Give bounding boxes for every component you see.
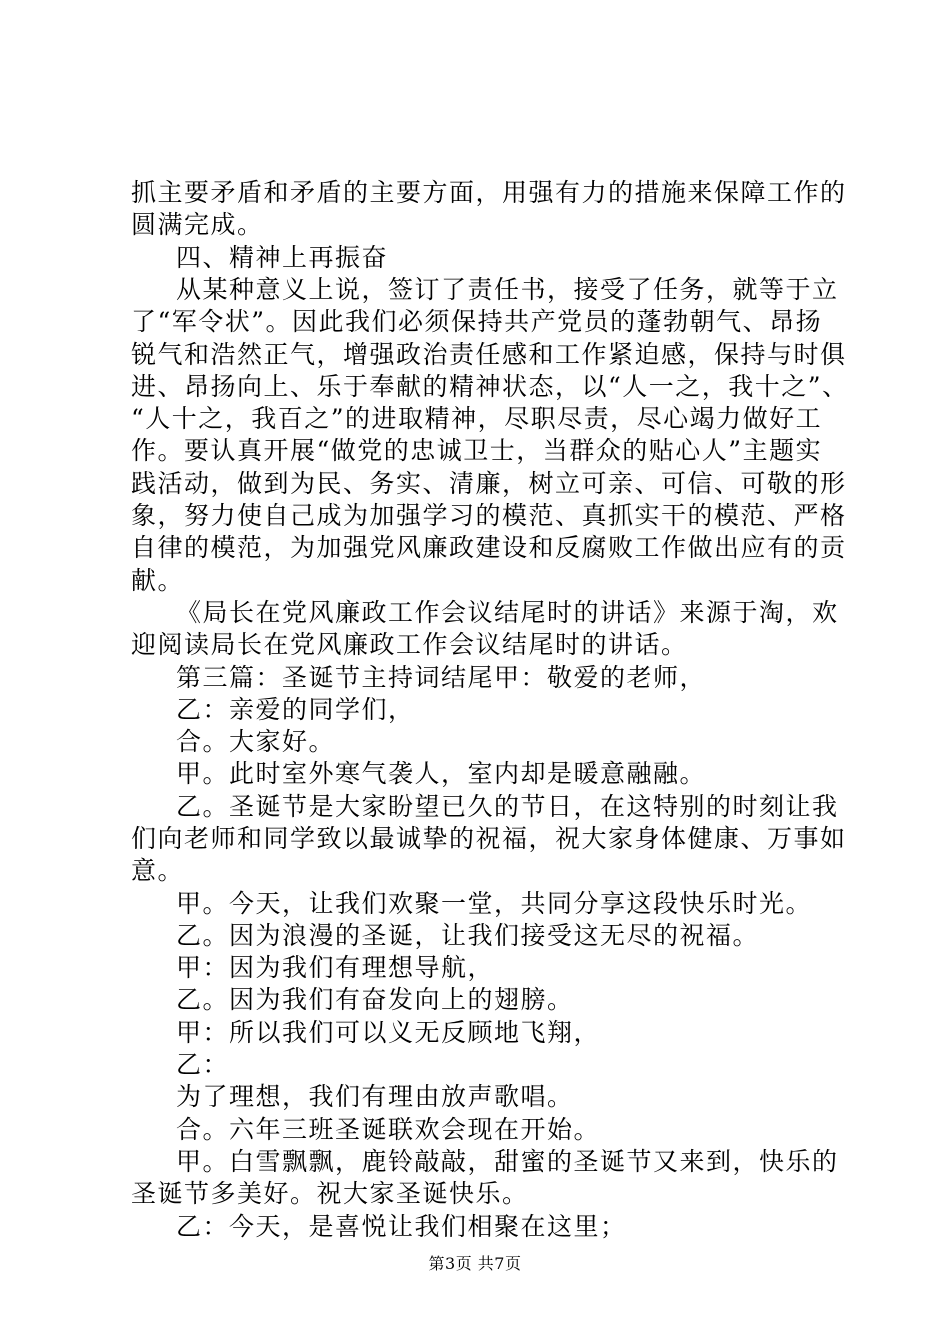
text-line: 们向老师和同学致以最诚挚的祝福，祝大家身体健康、万事如 (131, 824, 847, 853)
text-line: 意。 (131, 856, 185, 885)
text-line: 圆满完成。 (131, 210, 264, 239)
text-line: 合。六年三班圣诞联欢会现在开始。 (176, 1115, 601, 1144)
text-line: 圣诞节多美好。祝大家圣诞快乐。 (131, 1179, 529, 1208)
text-line: 乙： (176, 1050, 230, 1079)
text-line: 迎阅读局长在党风廉政工作会议结尾时的讲话。 (131, 630, 688, 659)
text-line: 《局长在党风廉政工作会议结尾时的讲话》来源于淘，欢 (176, 598, 839, 627)
text-line: 为了理想，我们有理由放声歌唱。 (176, 1082, 574, 1111)
page-number-footer: 第3页 共7页 (428, 1254, 522, 1273)
text-line: 合。大家好。 (176, 727, 336, 756)
text-line: 践活动，做到为民、务实、清廉，树立可亲、可信、可敬的形 (131, 469, 847, 498)
text-line: 甲。今天，让我们欢聚一堂，共同分享这段快乐时光。 (176, 889, 813, 918)
section-heading: 四、精神上再振奋 (176, 243, 389, 272)
text-line: 甲。此时室外寒气袭人，室内却是暖意融融。 (176, 759, 707, 788)
text-line: 进、昂扬向上、乐于奉献的精神状态，以“人一之，我十之”、 (131, 372, 849, 401)
text-line: 象，努力使自己成为加强学习的模范、真抓实干的模范、严格 (131, 501, 847, 530)
text-line: 了“军令状”。因此我们必须保持共产党员的蓬勃朝气、昂扬 (131, 307, 823, 336)
section-heading: 第三篇：圣诞节主持词结尾甲：敬爱的老师， (176, 663, 707, 692)
text-line: 甲：因为我们有理想导航， (176, 953, 495, 982)
text-line: 甲。白雪飘飘，鹿铃敲敲，甜蜜的圣诞节又来到，快乐的 (176, 1147, 839, 1176)
text-line: 抓主要矛盾和矛盾的主要方面，用强有力的措施来保障工作的 (131, 178, 847, 207)
text-line: 乙。圣诞节是大家盼望已久的节日，在这特别的时刻让我 (176, 792, 839, 821)
text-line: 乙。因为浪漫的圣诞，让我们接受这无尽的祝福。 (176, 921, 760, 950)
text-line: 乙：亲爱的同学们， (176, 695, 415, 724)
text-line: 自律的模范，为加强党风廉政建设和反腐败工作做出应有的贡 (131, 533, 847, 562)
text-line: 锐气和浩然正气，增强政治责任感和工作紧迫感，保持与时俱 (131, 340, 847, 369)
text-line: 从某种意义上说，签订了责任书，接受了任务，就等于立 (176, 275, 839, 304)
text-line: 乙：今天，是喜悦让我们相聚在这里； (176, 1212, 627, 1241)
text-line: 甲：所以我们可以义无反顾地飞翔， (176, 1018, 601, 1047)
text-line: 作。要认真开展“做党的忠诚卫士，当群众的贴心人”主题实 (131, 436, 823, 465)
text-line: “人十之，我百之”的进取精神，尽职尽责，尽心竭力做好工 (131, 404, 823, 433)
text-line: 乙。因为我们有奋发向上的翅膀。 (176, 985, 574, 1014)
text-line: 献。 (131, 566, 185, 595)
